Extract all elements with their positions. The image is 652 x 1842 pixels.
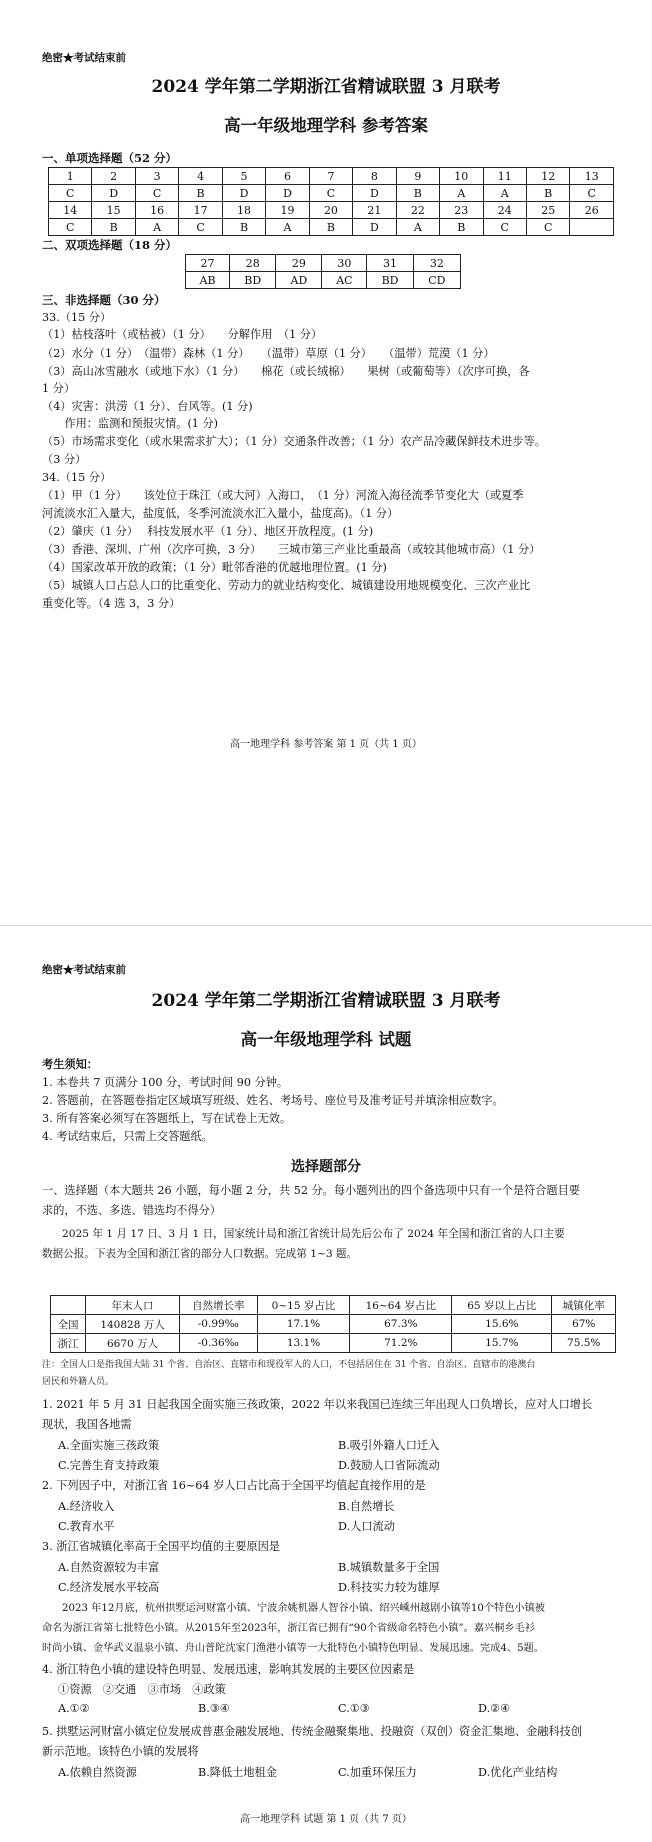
answer-line: （1）甲（1 分） 该处位于珠江（或大河）入海口， （1 分）河流入海径流季节变化大（或夏季 — [42, 489, 524, 502]
answer-cell: C — [135, 185, 178, 202]
answer-cell: BD — [230, 272, 276, 289]
option-c: C.完善生育支持政策 — [58, 1459, 160, 1472]
double-choice-answer-table — [185, 254, 461, 289]
answer-line: 33.（15 分） — [42, 311, 112, 324]
answer-cell: 27 — [186, 255, 230, 272]
page-subtitle: 高一年级地理学科 参考答案 — [224, 116, 428, 135]
notice-item: 4. 考试结束后，只需上交答题纸。 — [42, 1130, 213, 1143]
section-non-choice: 三、非选择题（30 分） — [42, 293, 166, 307]
table-cell: 75.5% — [552, 1334, 616, 1353]
answer-cell — [570, 219, 614, 236]
answer-cell: AC — [322, 272, 367, 289]
answer-cell: 26 — [570, 202, 614, 219]
answer-cell: 7 — [309, 168, 352, 185]
notice-item: 2. 答题前，在答题卷指定区域填写班级、姓名、考场号、座位号及准考证号并填涂相应数字。 — [42, 1094, 504, 1107]
answer-cell: C — [179, 219, 222, 236]
table-cell: 140828 万人 — [86, 1315, 180, 1334]
table-cell: 16~64 岁占比 — [350, 1296, 452, 1315]
answer-cell: 19 — [266, 202, 309, 219]
answer-line: 河流淡水汇入量大，盐度低，冬季河流淡水汇入量小，盐度高)。（1 分） — [42, 507, 399, 520]
table-cell: 自然增长率 — [179, 1296, 257, 1315]
table-note: 居民和外籍人员。 — [42, 1377, 115, 1387]
table-cell — [51, 1296, 86, 1315]
answer-cell: 17 — [179, 202, 222, 219]
answer-cell: 32 — [413, 255, 460, 272]
answer-cell: B — [526, 185, 569, 202]
answer-line: 1 分） — [42, 382, 76, 395]
option-a: A.依赖自然资源 — [58, 1766, 137, 1779]
option-b: B.吸引外籍人口迁入 — [338, 1439, 440, 1452]
answer-cell: B — [396, 185, 439, 202]
answer-cell: B — [179, 185, 222, 202]
material-intro-2: 时尚小镇、金华武义温泉小镇、舟山普陀沈家门渔港小镇等一大批特色小镇特色明显、发展迅速。完成4、5题。 — [42, 1643, 544, 1654]
table-cell: -0.36‰ — [179, 1334, 257, 1353]
question-5: 5. 拱墅运河财富小镇定位发展成普惠金融发展地、传统金融聚集地、投融资（双创）资金汇集地、金融科技创 — [42, 1725, 583, 1738]
option-d: D.②④ — [478, 1702, 511, 1715]
option-c: C.教育水平 — [58, 1520, 115, 1533]
table-note: 注：全国人口是指我国大陆 31 个省、自治区、直辖市和现役军人的人口，不包括居住在 31 个省、自治区、直辖市的港澳台 — [42, 1360, 536, 1370]
answer-cell: 2 — [92, 168, 135, 185]
answer-cell: 16 — [135, 202, 178, 219]
table-cell: 67% — [552, 1315, 616, 1334]
answer-cell: 21 — [353, 202, 396, 219]
question-1: 现状，我国各地需 — [42, 1418, 132, 1431]
option-c: C.①③ — [338, 1702, 370, 1715]
table-cell: 6670 万人 — [86, 1334, 180, 1353]
table-cell: 年末人口 — [86, 1296, 180, 1315]
answer-cell: 20 — [309, 202, 352, 219]
answer-cell: A — [396, 219, 439, 236]
option-d: D.科技实力较为雄厚 — [338, 1581, 440, 1594]
section-instruction: 求的，不选、多选、错选均不得分） — [42, 1204, 222, 1217]
table-cell: 全国 — [51, 1315, 86, 1334]
answer-cell: BD — [367, 272, 413, 289]
answer-cell: 30 — [322, 255, 367, 272]
answer-line: （3 分） — [42, 453, 87, 466]
page-title: 2024 学年第二学期浙江省精诚联盟 3 月联考 — [151, 77, 501, 97]
answer-line: （1）枯枝落叶（或枯被）（1 分） 分解作用 （1 分） — [42, 328, 323, 341]
notice-item: 3. 所有答案必须写在答题纸上，写在试卷上无效。 — [42, 1112, 292, 1125]
option-a: A.经济收入 — [58, 1500, 115, 1513]
answer-cell: 31 — [367, 255, 413, 272]
option-d: D.鼓励人口省际流动 — [338, 1459, 440, 1472]
answer-cell: D — [92, 185, 135, 202]
table-cell: 0~15 岁占比 — [257, 1296, 350, 1315]
part-title: 选择题部分 — [291, 1159, 361, 1175]
table-cell: 15.6% — [452, 1315, 552, 1334]
question-3: 3. 浙江省城镇化率高于全国平均值的主要原因是 — [42, 1540, 280, 1553]
question-4: 4. 浙江特色小镇的建设特色明显、发展迅速，影响其发展的主要区位因素是 — [42, 1663, 415, 1676]
material-intro: 数据公报。下表为全国和浙江省的部分人口数据。完成第 1~3 题。 — [42, 1248, 358, 1260]
page-divider — [0, 925, 652, 926]
answer-cell: AB — [186, 272, 230, 289]
answer-cell: C — [309, 185, 352, 202]
answer-line: （4）国家改革开放的政策；（1 分）毗邻香港的优越地理位置。(1 分) — [42, 561, 387, 574]
answer-cell: 9 — [396, 168, 439, 185]
answer-key-page — [0, 0, 652, 905]
answer-cell: D — [353, 185, 396, 202]
answer-line: （4）灾害：洪涝（1 分）、台风等。(1 分) — [42, 400, 253, 413]
answer-cell: 29 — [276, 255, 322, 272]
answer-cell: A — [483, 185, 526, 202]
material-intro-2: 2023 年12月底，杭州拱墅运河财富小镇、宁波余姚机器人智谷小镇、绍兴嵊州越剧小镇等10个特色小镇被 — [62, 1603, 545, 1614]
answer-cell: A — [135, 219, 178, 236]
answer-cell: 22 — [396, 202, 439, 219]
table-cell: 13.1% — [257, 1334, 350, 1353]
answer-cell: 6 — [266, 168, 309, 185]
option-d: D.人口流动 — [338, 1520, 395, 1533]
answer-line: （5）市场需求变化（或水果需求扩大）；（1 分）交通条件改善；（1 分）农产品冷藏保鲜技术进步等。 — [42, 435, 546, 448]
answer-cell: 13 — [570, 168, 614, 185]
section-double-choice: 二、双项选择题（18 分） — [42, 238, 178, 252]
question-4-items: ①资源 ②交通 ③市场 ④政策 — [58, 1683, 226, 1696]
population-table — [50, 1295, 616, 1353]
answer-cell: B — [309, 219, 352, 236]
answer-line: （3）香港、深圳、广州（次序可换，3 分） 三城市第三产业比重最高（或较其他城市高）（1 分） — [42, 543, 541, 556]
answer-cell: 14 — [49, 202, 92, 219]
answer-line: （3）高山冰雪融水（或地下水）（1 分） 棉花（或长绒棉） 果树（或葡萄等）（次序可换，各 — [42, 365, 530, 378]
question-2: 2. 下列因子中，对浙江省 16~64 岁人口占比高于全国平均值起直接作用的是 — [42, 1479, 426, 1492]
exam-page — [0, 950, 652, 1842]
answer-line: 作用：监测和预报灾情。(1 分) — [42, 417, 219, 430]
answer-cell: AD — [276, 272, 322, 289]
option-b: B.城镇数量多于全国 — [338, 1561, 440, 1574]
table-cell: 城镇化率 — [552, 1296, 616, 1315]
answer-line: 重变化等。（4 选 3，3 分） — [42, 597, 181, 610]
single-choice-answer-table — [48, 167, 614, 236]
notice-heading: 考生须知： — [42, 1057, 98, 1071]
answer-cell: A — [266, 219, 309, 236]
answer-cell: C — [49, 185, 92, 202]
answer-cell: C — [526, 219, 569, 236]
option-a: A.全面实施三孩政策 — [58, 1439, 160, 1452]
table-cell: 15.7% — [452, 1334, 552, 1353]
answer-cell: 8 — [353, 168, 396, 185]
exam-title: 2024 学年第二学期浙江省精诚联盟 3 月联考 — [151, 991, 501, 1011]
table-cell: 65 岁以上占比 — [452, 1296, 552, 1315]
answer-cell: 10 — [440, 168, 483, 185]
answer-line: （2）水分（1 分） （温带）森林（1 分） （温带）草原（1 分） （温带）荒漠（1 分） — [42, 347, 495, 360]
answer-cell: 5 — [222, 168, 265, 185]
option-b: B.降低土地租金 — [198, 1766, 277, 1779]
answer-cell: D — [353, 219, 396, 236]
answer-line: 34.（15 分） — [42, 471, 112, 484]
answer-cell: C — [570, 185, 614, 202]
answer-line: （2）肇庆（1 分） 科技发展水平（1 分）、地区开放程度。(1 分) — [42, 525, 374, 538]
answer-cell: 3 — [135, 168, 178, 185]
option-c: C.加重环保压力 — [338, 1766, 417, 1779]
answer-cell: 12 — [526, 168, 569, 185]
answer-cell: D — [266, 185, 309, 202]
answer-cell: C — [49, 219, 92, 236]
option-a: A.自然资源较为丰富 — [58, 1561, 160, 1574]
answer-cell: CD — [413, 272, 460, 289]
answer-cell: 23 — [440, 202, 483, 219]
material-intro-2: 命名为浙江省第七批特色小镇。从2015年至2023年，浙江省已拥有“90个省级命名特色小镇”。嘉兴桐乡毛衫 — [42, 1623, 535, 1634]
table-cell: 浙江 — [51, 1334, 86, 1353]
section-single-choice: 一、单项选择题（52 分） — [42, 151, 178, 165]
answer-cell: 4 — [179, 168, 222, 185]
option-b: B.③④ — [198, 1702, 230, 1715]
page-footer: 高一地理学科 试题 第 1 页（共 7 页） — [240, 1814, 412, 1825]
material-intro: 2025 年 1 月 17 日、3 月 1 日，国家统计局和浙江省统计局先后公布了 2024 年全国和浙江省的人口主要 — [62, 1228, 565, 1240]
answer-cell: A — [440, 185, 483, 202]
option-b: B.自然增长 — [338, 1500, 395, 1513]
answer-cell: 11 — [483, 168, 526, 185]
question-5: 新示范地。该特色小镇的发展将 — [42, 1745, 199, 1758]
table-cell: 67.3% — [350, 1315, 452, 1334]
page-footer: 高一地理学科 参考答案 第 1 页（共 1 页） — [230, 739, 422, 750]
confidential-mark: 绝密★考试结束前 — [42, 964, 126, 976]
table-cell: 17.1% — [257, 1315, 350, 1334]
answer-cell: 18 — [222, 202, 265, 219]
answer-cell: B — [440, 219, 483, 236]
option-c: C.经济发展水平较高 — [58, 1581, 160, 1594]
answer-cell: 25 — [526, 202, 569, 219]
option-a: A.①② — [58, 1702, 90, 1715]
answer-cell: C — [483, 219, 526, 236]
answer-cell: B — [92, 219, 135, 236]
confidential-mark: 绝密★考试结束前 — [42, 52, 126, 64]
table-cell: -0.99‰ — [179, 1315, 257, 1334]
answer-cell: 1 — [49, 168, 92, 185]
answer-cell: 28 — [230, 255, 276, 272]
notice-item: 1. 本卷共 7 页满分 100 分，考试时间 90 分钟。 — [42, 1076, 289, 1089]
answer-cell: B — [222, 219, 265, 236]
table-cell: 71.2% — [350, 1334, 452, 1353]
answer-cell: 24 — [483, 202, 526, 219]
question-1: 1. 2021 年 5 月 31 日起我国全面实施三孩政策，2022 年以来我国已连续三年出现人口负增长，应对人口增长 — [42, 1398, 593, 1411]
answer-line: （5）城镇人口占总人口的比重变化、劳动力的就业结构变化、城镇建设用地规模变化、三次产业比 — [42, 579, 531, 592]
exam-subtitle: 高一年级地理学科 试题 — [240, 1030, 412, 1049]
section-instruction: 一、选择题（本大题共 26 小题，每小题 2 分，共 52 分。每小题列出的四个备选项中只有一个是符合题目要 — [42, 1184, 580, 1197]
option-d: D.优化产业结构 — [478, 1766, 558, 1779]
answer-cell: 15 — [92, 202, 135, 219]
answer-cell: D — [222, 185, 265, 202]
